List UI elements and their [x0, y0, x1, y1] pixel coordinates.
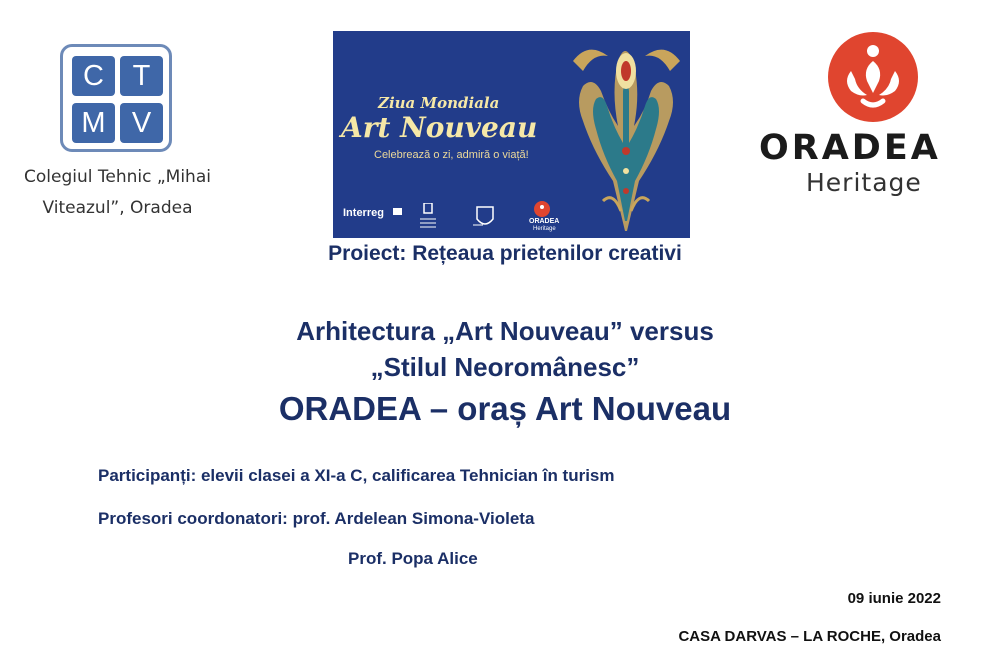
coordinator-2-text: Prof. Popa Alice	[348, 549, 478, 568]
event-date: 09 iunie 2022	[847, 590, 941, 607]
coordinators-text: Profesori coordonatori: prof. Ardelean Simona-Violeta	[98, 509, 535, 528]
ctmv-letter-m: M	[72, 103, 115, 143]
main-title-line2: „Stilul Neoromânesc”	[370, 352, 640, 382]
ctmv-logo	[60, 44, 172, 152]
art-nouveau-ornament-icon	[563, 31, 690, 238]
oradea-heritage-logo-icon	[823, 31, 923, 123]
school-name-line2: Viteazul”, Oradea	[42, 198, 193, 218]
ctmv-letter-t: T	[120, 56, 163, 96]
oradea-heritage-name: ORADEA	[759, 128, 941, 168]
banner-tagline: Celebrează o zi, admiră o viață!	[374, 149, 529, 161]
eu-flag-icon	[393, 208, 402, 215]
banner-title-small: Ziua Mondiala	[378, 94, 500, 112]
banner-partner-logos	[333, 199, 573, 237]
ctmv-letter-v: V	[120, 103, 163, 143]
event-place: CASA DARVAS – LA ROCHE, Oradea	[678, 628, 941, 645]
art-nouveau-banner	[333, 31, 690, 238]
banner-heritage-text: Heritage	[533, 226, 556, 232]
school-name-line1: Colegiul Tehnic „Mihai	[24, 167, 211, 187]
ctmv-letter-c: C	[72, 56, 115, 96]
participants-text: Participanți: elevii clasei a XI-a C, calificarea Tehnician în turism	[98, 466, 615, 485]
oradea-heritage-sub: Heritage	[806, 168, 922, 197]
wannd-logo-icon	[418, 203, 438, 231]
banner-oradea-text: ORADEA	[529, 218, 560, 225]
project-title: Proiect: Rețeaua prietenilor creativi	[328, 242, 682, 265]
main-title-line1: Arhitectura „Art Nouveau” versus	[296, 316, 714, 346]
school-name	[10, 162, 225, 224]
banner-title-big: Art Nouveau	[341, 111, 538, 144]
main-title-line3: ORADEA – oraș Art Nouveau	[278, 390, 732, 427]
interreg-logo: Interreg	[343, 207, 384, 219]
oradea-heritage-mini-icon	[529, 200, 555, 218]
municipality-crest-icon	[473, 205, 497, 231]
